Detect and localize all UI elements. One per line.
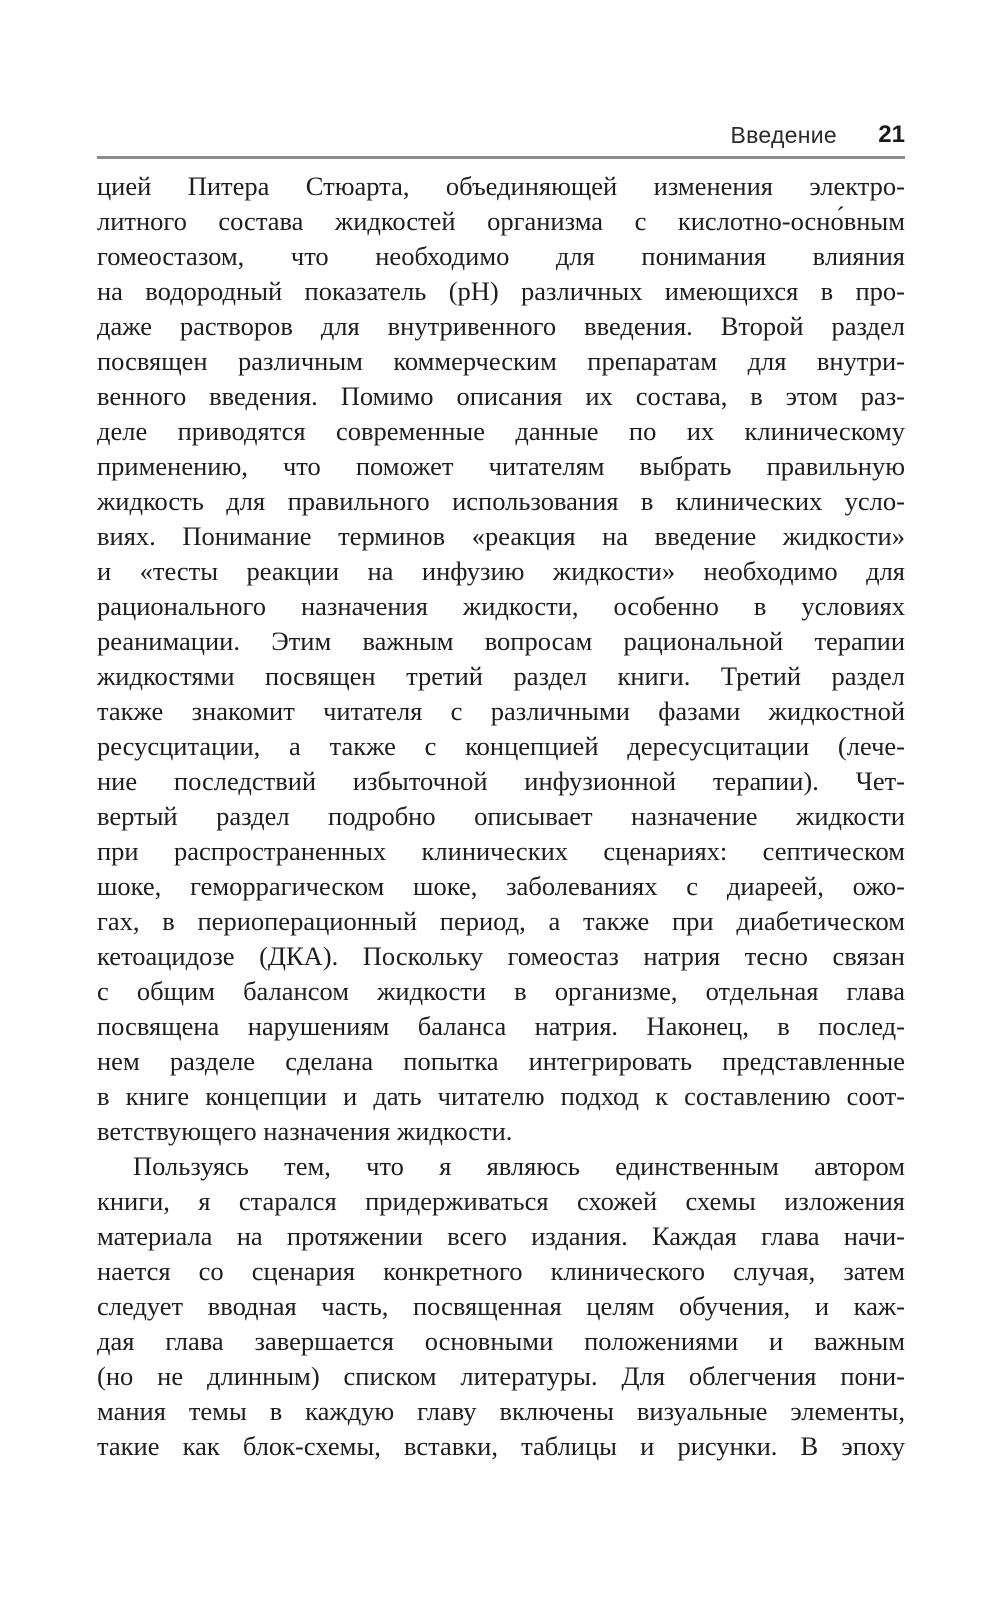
text-line: Пользуясь тем, что я являюсь единственным автором	[133, 1151, 905, 1181]
text-line: деле приводятся современные данные по их клиническому	[97, 416, 905, 446]
text-line: посвящена нарушениям баланса натрия. Наконец, в послед-	[97, 1011, 905, 1041]
text-line: такие как блок-схемы, вставки, таблицы и рисунки. В эпоху	[97, 1431, 905, 1461]
text-line: виях. Понимание терминов «реакция на введение жидкости»	[97, 521, 905, 551]
text-line: посвящен различным коммерческим препаратам для внутри-	[97, 346, 905, 376]
text-line: жидкостями посвящен третий раздел книги. Третий раздел	[97, 661, 905, 691]
text-line: цией Питера Стюарта, объединяющей изменения электро-	[97, 171, 905, 201]
text-line: даже растворов для внутривенного введения. Второй раздел	[97, 311, 905, 341]
text-line: и «тесты реакции на инфузию жидкости» необходимо для	[97, 556, 905, 586]
text-line: реанимации. Этим важным вопросам рациональной терапии	[97, 626, 905, 656]
text-line: дая глава завершается основными положениями и важным	[97, 1326, 905, 1356]
running-title: Введение	[730, 122, 837, 148]
text-line: шоке, геморрагическом шоке, заболеваниях с диареей, ожо-	[97, 871, 905, 901]
text-line: вертый раздел подробно описывает назначение жидкости	[97, 801, 905, 831]
text-line: мания темы в каждую главу включены визуальные элементы,	[97, 1396, 905, 1426]
text-line: при распространенных клинических сценариях: септическом	[97, 836, 905, 866]
text-line: жидкость для правильного использования в клинических усло-	[97, 486, 905, 516]
paragraph-2	[97, 1149, 905, 1464]
text-line: материала на протяжении всего издания. Каждая глава начи-	[97, 1221, 905, 1251]
text-line: следует вводная часть, посвященная целям обучения, и каж-	[97, 1291, 905, 1321]
text-line: с общим балансом жидкости в организме, отдельная глава	[97, 976, 905, 1006]
paragraph-1	[97, 169, 905, 1149]
page-header	[97, 118, 905, 154]
text-line: в книге концепции и дать читателю подход к составлению соот-	[97, 1081, 905, 1111]
text-line: кетоацидозе (ДКА). Поскольку гомеостаз натрия тесно связан	[97, 941, 905, 971]
page-number: 21	[878, 121, 905, 148]
text-line: (но не длинным) списком литературы. Для облегчения пони-	[97, 1361, 905, 1391]
text-line: гах, в периоперационный период, а также при диабетическом	[97, 906, 905, 936]
text-line: рационального назначения жидкости, особенно в условиях	[97, 591, 905, 621]
header-rule	[97, 156, 905, 159]
text-line: ние последствий избыточной инфузионной терапии). Чет-	[97, 766, 905, 796]
body-text	[97, 169, 905, 1464]
text-line: нем разделе сделана попытка интегрировать представленные	[97, 1046, 905, 1076]
text-line: литного состава жидкостей организма с кислотно-осно́вным	[97, 206, 905, 236]
text-line: книги, я старался придерживаться схожей схемы изложения	[97, 1186, 905, 1216]
text-line: применению, что поможет читателям выбрать правильную	[97, 451, 905, 481]
text-line: нается со сценария конкретного клинического случая, затем	[97, 1256, 905, 1286]
text-line: также знакомит читателя с различными фазами жидкостной	[97, 696, 905, 726]
text-line: ветствующего назначения жидкости.	[97, 1116, 513, 1146]
text-line: венного введения. Помимо описания их состава, в этом раз-	[97, 381, 905, 411]
text-line: гомеостазом, что необходимо для понимания влияния	[97, 241, 905, 271]
text-line: ресусцитации, а также с концепцией дересусцитации (лече-	[97, 731, 905, 761]
text-line: на водородный показатель (pH) различных имеющихся в про-	[97, 276, 905, 306]
